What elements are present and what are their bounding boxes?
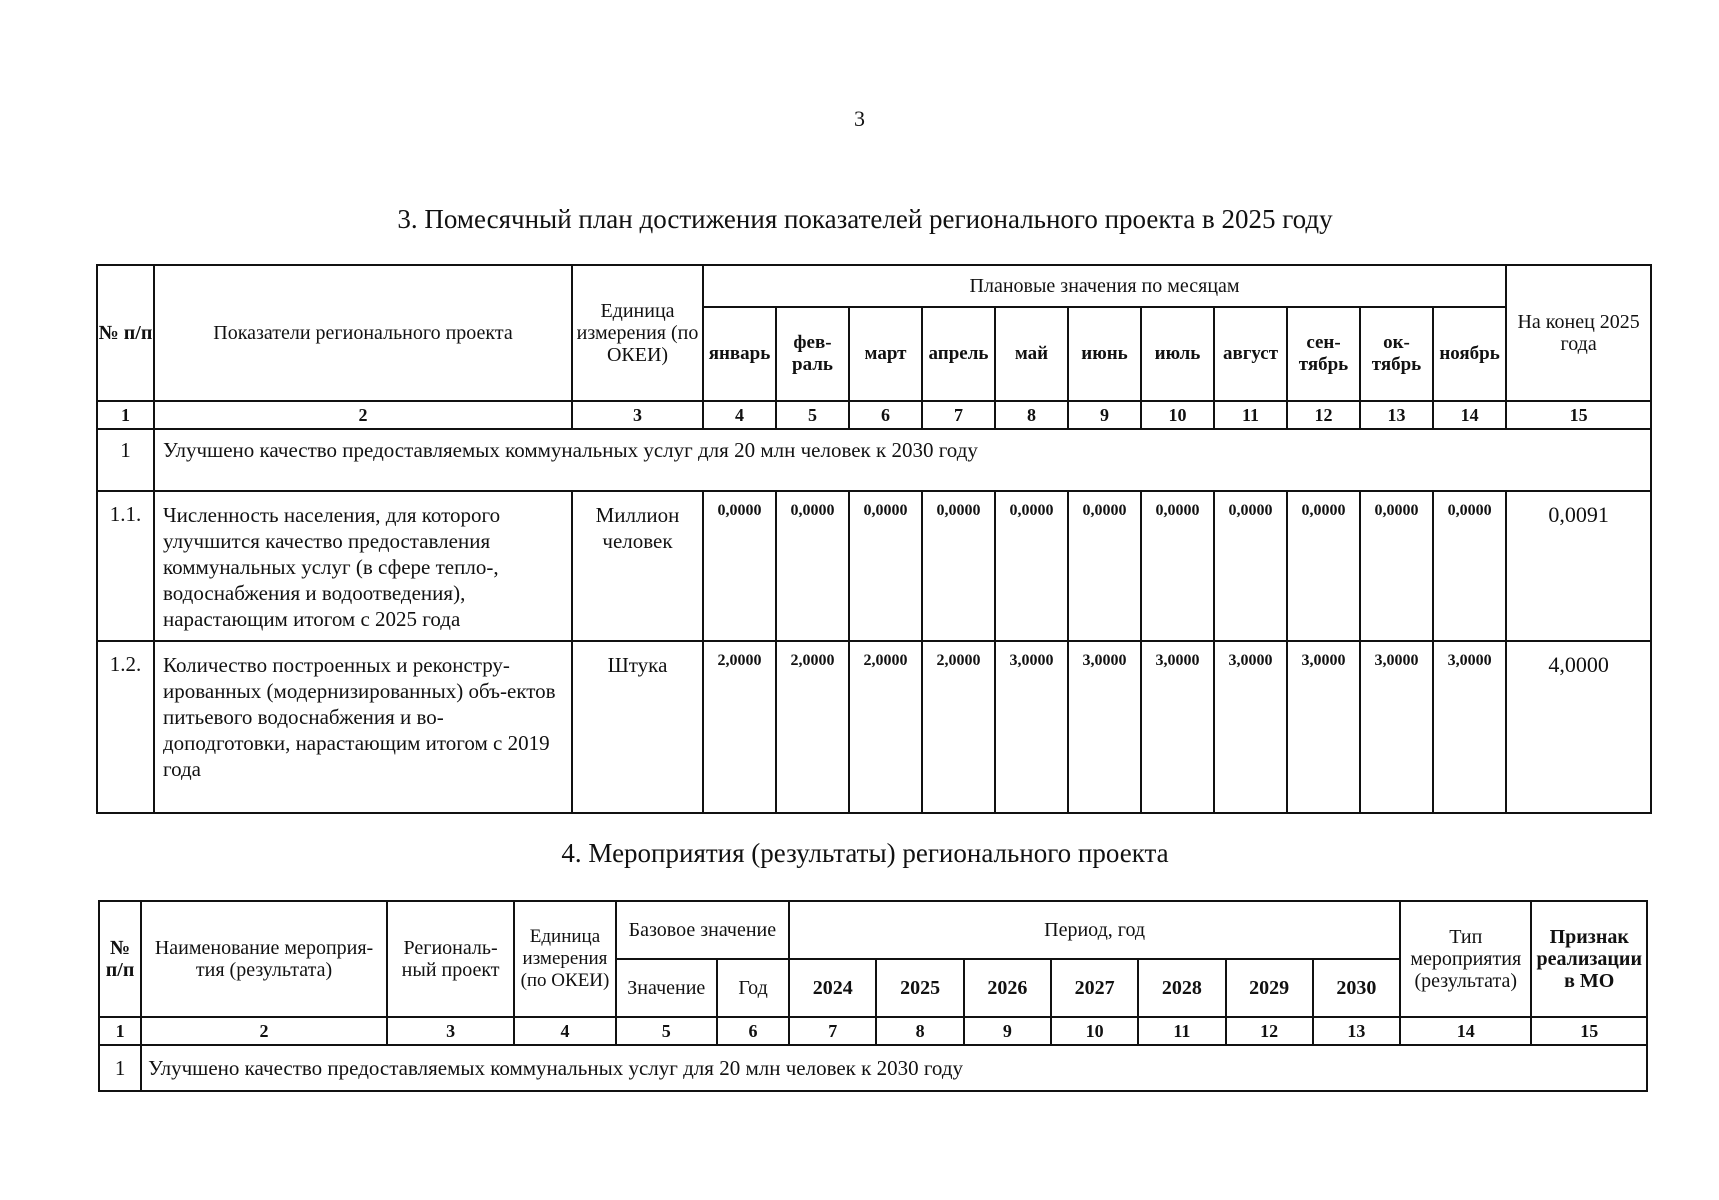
- table-row: [97, 641, 1651, 813]
- row-month-value: 0,0000: [1287, 491, 1360, 641]
- header-month: май: [995, 307, 1068, 401]
- row-month-value: 3,0000: [1141, 641, 1214, 813]
- row-month-value: 3,0000: [995, 641, 1068, 813]
- header-num: № п/п: [99, 901, 141, 1017]
- column-number: 5: [616, 1017, 717, 1045]
- header-base-value: Значение: [616, 959, 717, 1017]
- column-number: 6: [849, 401, 922, 429]
- section-4-title: 4. Мероприятия (результаты) регионального проекта: [561, 838, 1169, 868]
- header-month: июль: [1141, 307, 1214, 401]
- column-number: 11: [1214, 401, 1287, 429]
- column-number: 7: [789, 1017, 876, 1045]
- row-num: 1.2.: [97, 641, 154, 813]
- row-unit: Штука: [572, 641, 703, 813]
- column-number: 11: [1138, 1017, 1225, 1045]
- header-month: сен-тябрь: [1287, 307, 1360, 401]
- header-unit: Единица измерения (по ОКЕИ): [572, 265, 703, 401]
- header-year: 2025: [876, 959, 963, 1017]
- row-month-value: 2,0000: [703, 641, 776, 813]
- table-row: [97, 491, 1651, 641]
- header-month: июнь: [1068, 307, 1141, 401]
- row-month-value: 0,0000: [1360, 491, 1433, 641]
- header-month: ноябрь: [1433, 307, 1506, 401]
- column-number: 10: [1051, 1017, 1138, 1045]
- column-number: 7: [922, 401, 995, 429]
- monthly-plan-table: [96, 264, 1652, 814]
- header-month: январь: [703, 307, 776, 401]
- column-number-row: [99, 1017, 1647, 1045]
- header-activity-type: Тип мероприятия (результата): [1400, 901, 1531, 1017]
- header-unit: Единица измерения (по ОКЕИ): [514, 901, 615, 1017]
- header-num: № п/п: [97, 265, 154, 401]
- group-num: 1: [97, 429, 154, 491]
- row-num: 1.1.: [97, 491, 154, 641]
- header-month: апрель: [922, 307, 995, 401]
- group-row: [99, 1045, 1647, 1091]
- column-number: 12: [1287, 401, 1360, 429]
- row-month-value: 3,0000: [1068, 641, 1141, 813]
- row-month-value: 0,0000: [1068, 491, 1141, 641]
- row-indicator: Количество построенных и реконстру-ированных (модернизированных) объ-ектов питьевого водоснабжения и во-доподготовки, нарастающим итогом с 2019 года: [154, 641, 572, 813]
- column-number: 9: [1068, 401, 1141, 429]
- column-number: 1: [97, 401, 154, 429]
- column-number: 8: [995, 401, 1068, 429]
- row-month-value: 0,0000: [849, 491, 922, 641]
- row-month-value: 0,0000: [1433, 491, 1506, 641]
- column-number: 4: [703, 401, 776, 429]
- row-indicator: Численность населения, для которого улучшится качество предоставления коммунальных услуг (в сфере тепло-, водоснабжения и водоотведения), нарастающим итогом с 2025 года: [154, 491, 572, 641]
- header-activity-name: Наименование мероприя-тия (результата): [141, 901, 387, 1017]
- group-text: Улучшено качество предоставляемых коммунальных услуг для 20 млн человек к 2030 году: [141, 1045, 1647, 1091]
- column-number: 8: [876, 1017, 963, 1045]
- header-year: 2028: [1138, 959, 1225, 1017]
- page-number: 3: [854, 106, 865, 131]
- group-num: 1: [99, 1045, 141, 1091]
- section-3-title: 3. Помесячный план достижения показателей регионального проекта в 2025 году: [397, 204, 1333, 234]
- column-number: 13: [1360, 401, 1433, 429]
- row-month-value: 3,0000: [1214, 641, 1287, 813]
- row-month-value: 0,0000: [995, 491, 1068, 641]
- column-number: 14: [1400, 1017, 1531, 1045]
- header-month: ок-тябрь: [1360, 307, 1433, 401]
- header-period-group: Период, год: [789, 901, 1400, 959]
- header-indicator: Показатели регионального проекта: [154, 265, 572, 401]
- row-total: 4,0000: [1506, 641, 1651, 813]
- header-year: 2026: [964, 959, 1051, 1017]
- group-row: [97, 429, 1651, 491]
- row-month-value: 2,0000: [922, 641, 995, 813]
- row-month-value: 0,0000: [776, 491, 849, 641]
- row-total: 0,0091: [1506, 491, 1651, 641]
- header-project: Региональ-ный проект: [387, 901, 514, 1017]
- header-year: 2030: [1313, 959, 1400, 1017]
- column-number: 3: [387, 1017, 514, 1045]
- activities-table: [98, 900, 1648, 1092]
- column-number: 3: [572, 401, 703, 429]
- row-month-value: 2,0000: [849, 641, 922, 813]
- column-number: 6: [717, 1017, 789, 1045]
- row-month-value: 0,0000: [1141, 491, 1214, 641]
- row-month-value: 3,0000: [1287, 641, 1360, 813]
- row-unit: Миллион человек: [572, 491, 703, 641]
- row-month-value: 0,0000: [922, 491, 995, 641]
- row-month-value: 3,0000: [1360, 641, 1433, 813]
- header-base-group: Базовое значение: [616, 901, 790, 959]
- header-base-year: Год: [717, 959, 789, 1017]
- column-number-row: [97, 401, 1651, 429]
- column-number: 10: [1141, 401, 1214, 429]
- row-month-value: 2,0000: [776, 641, 849, 813]
- header-monthly-group: Плановые значения по месяцам: [703, 265, 1506, 307]
- column-number: 4: [514, 1017, 615, 1045]
- header-mo-flag: Признак реализации в МО: [1531, 901, 1647, 1017]
- header-year: 2029: [1226, 959, 1313, 1017]
- column-number: 2: [154, 401, 572, 429]
- column-number: 1: [99, 1017, 141, 1045]
- row-month-value: 3,0000: [1433, 641, 1506, 813]
- column-number: 9: [964, 1017, 1051, 1045]
- row-month-value: 0,0000: [703, 491, 776, 641]
- header-year: 2024: [789, 959, 876, 1017]
- column-number: 15: [1531, 1017, 1647, 1045]
- header-month: фев-раль: [776, 307, 849, 401]
- column-number: 14: [1433, 401, 1506, 429]
- header-month: март: [849, 307, 922, 401]
- header-month: август: [1214, 307, 1287, 401]
- header-end-of-year: На конец 2025 года: [1506, 265, 1651, 401]
- column-number: 12: [1226, 1017, 1313, 1045]
- group-text: Улучшено качество предоставляемых коммунальных услуг для 20 млн человек к 2030 году: [154, 429, 1651, 491]
- column-number: 13: [1313, 1017, 1400, 1045]
- column-number: 2: [141, 1017, 387, 1045]
- row-month-value: 0,0000: [1214, 491, 1287, 641]
- column-number: 15: [1506, 401, 1651, 429]
- column-number: 5: [776, 401, 849, 429]
- header-year: 2027: [1051, 959, 1138, 1017]
